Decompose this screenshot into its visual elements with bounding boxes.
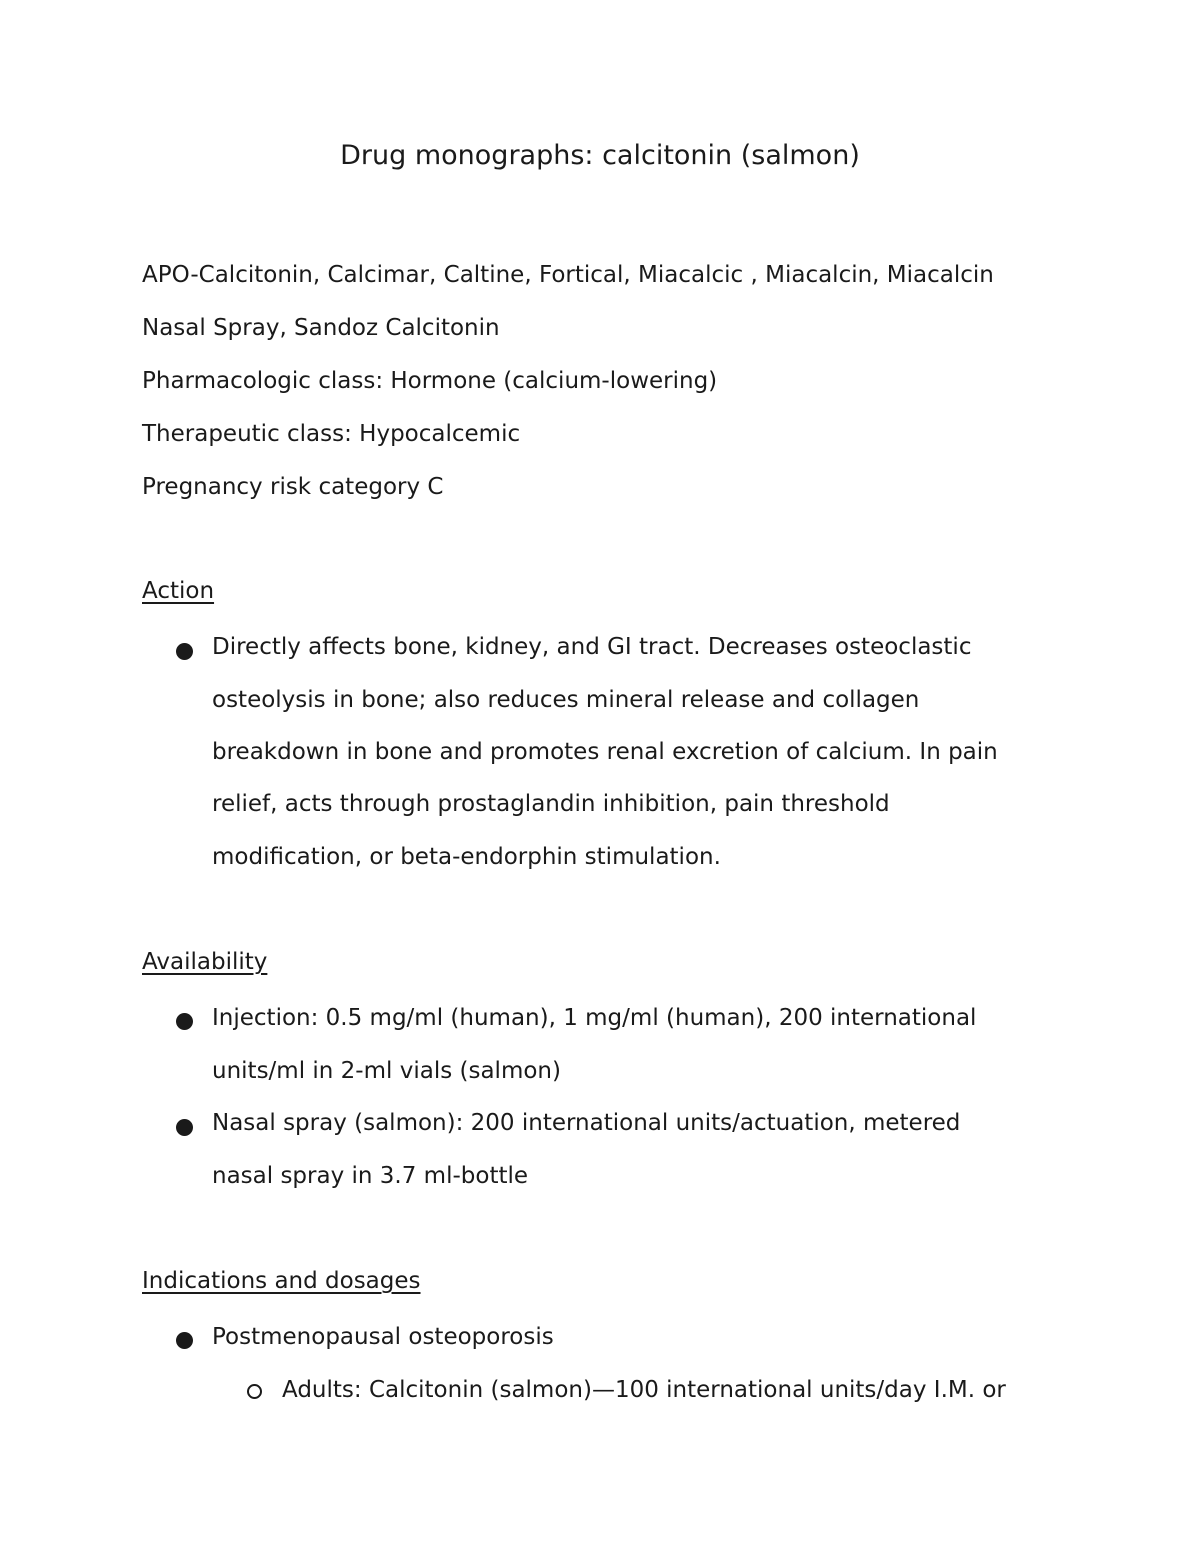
- bullet-icon: [176, 1013, 193, 1030]
- indication-item: Postmenopausal osteoporosis: [212, 1324, 554, 1350]
- bullet-icon: [176, 1119, 193, 1136]
- availability-injection-line: units/ml in 2-ml vials (salmon): [212, 1058, 561, 1084]
- brand-names-line-1: APO-Calcitonin, Calcimar, Caltine, Fortical, Miacalcic , Miacalcin, Miacalcin: [142, 262, 994, 288]
- action-text-line: osteolysis in bone; also reduces mineral release and collagen: [212, 687, 920, 713]
- availability-nasal-line: Nasal spray (salmon): 200 international units/actuation, metered: [212, 1110, 961, 1136]
- bullet-icon: [176, 643, 193, 660]
- page-title: Drug monographs: calcitonin (salmon): [340, 140, 860, 171]
- indication-dosage-adults: Adults: Calcitonin (salmon)—100 international units/day I.M. or: [282, 1377, 1006, 1403]
- pregnancy-risk-category: Pregnancy risk category C: [142, 474, 444, 500]
- availability-nasal-line: nasal spray in 3.7 ml-bottle: [212, 1163, 529, 1189]
- therapeutic-class: Therapeutic class: Hypocalcemic: [142, 421, 521, 447]
- action-text-line: modification, or beta-endorphin stimulation.: [212, 844, 721, 870]
- action-text-line: breakdown in bone and promotes renal excretion of calcium. In pain: [212, 739, 998, 765]
- action-text-line: relief, acts through prostaglandin inhibition, pain threshold: [212, 791, 890, 817]
- sub-bullet-icon: [247, 1384, 262, 1399]
- action-text-line: Directly affects bone, kidney, and GI tract. Decreases osteoclastic: [212, 634, 972, 660]
- indications-heading: Indications and dosages: [142, 1268, 421, 1294]
- availability-heading: Availability: [142, 949, 268, 975]
- action-heading: Action: [142, 578, 215, 604]
- brand-names-line-2: Nasal Spray, Sandoz Calcitonin: [142, 315, 500, 341]
- bullet-icon: [176, 1332, 193, 1349]
- availability-injection-line: Injection: 0.5 mg/ml (human), 1 mg/ml (human), 200 international: [212, 1005, 977, 1031]
- pharmacologic-class: Pharmacologic class: Hormone (calcium-lowering): [142, 368, 718, 394]
